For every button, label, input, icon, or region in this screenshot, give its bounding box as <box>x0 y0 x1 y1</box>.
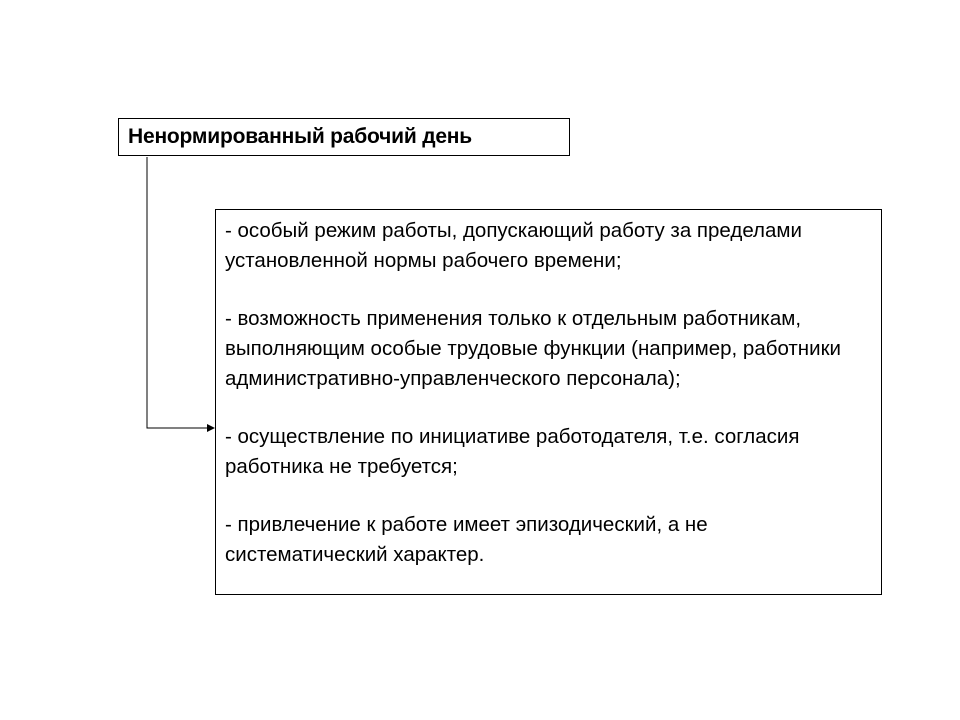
arrowhead-icon <box>207 424 215 432</box>
list-item: - особый режим работы, допускающий работу за пределами установленной нормы рабочего времени; <box>225 219 802 272</box>
connector-line <box>147 157 208 428</box>
list-item: - возможность применения только к отдельным работникам, выполняющим особые трудовые функции (например, работники административно-управленческого персонала); <box>225 307 841 390</box>
title-box <box>118 118 570 156</box>
content-box <box>215 209 882 595</box>
list-item: - привлечение к работе имеет эпизодический, а не систематический характер. <box>225 513 708 566</box>
diagram-title: Ненормированный рабочий день <box>128 125 472 148</box>
list-item: - осуществление по инициативе работодателя, т.е. согласия работника не требуется; <box>225 425 800 478</box>
